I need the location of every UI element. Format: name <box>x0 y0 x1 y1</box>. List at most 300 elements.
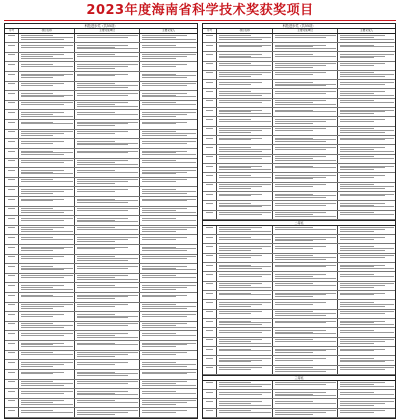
right-header-project: 项目名称 <box>217 29 273 33</box>
text-line <box>21 402 53 403</box>
text-line <box>142 47 196 48</box>
table-cell <box>19 216 75 225</box>
table-cell <box>140 408 197 417</box>
table-row <box>203 347 395 356</box>
text-line <box>77 317 128 318</box>
table-cell <box>19 283 75 292</box>
text-line <box>206 100 213 101</box>
text-line <box>21 151 53 152</box>
text-line <box>340 306 385 307</box>
text-line <box>340 158 394 159</box>
table-cell <box>5 399 19 408</box>
table-cell <box>5 370 19 379</box>
table-row <box>203 356 395 365</box>
text-line <box>77 66 128 67</box>
table-cell <box>203 399 217 407</box>
table-cell <box>19 312 75 321</box>
text-line <box>77 133 115 134</box>
text-line <box>340 358 373 359</box>
table-cell <box>338 192 395 200</box>
text-line <box>142 373 187 374</box>
text-line <box>275 84 336 85</box>
text-line <box>77 85 138 86</box>
text-line <box>275 302 326 303</box>
text-line <box>206 358 213 359</box>
text-line <box>142 83 196 84</box>
text-line <box>206 293 213 294</box>
table-cell <box>19 149 75 158</box>
text-line <box>21 35 53 36</box>
text-line <box>206 91 213 92</box>
text-line <box>206 274 213 275</box>
text-line <box>8 304 15 305</box>
text-line <box>219 72 271 73</box>
text-line <box>275 212 326 213</box>
text-line <box>219 156 271 157</box>
table-cell <box>203 173 217 181</box>
text-line <box>275 304 313 305</box>
table-row <box>203 366 395 375</box>
table-cell <box>273 366 338 374</box>
text-line <box>8 102 15 103</box>
text-line <box>219 100 271 101</box>
table-cell <box>273 347 338 355</box>
text-line <box>21 323 53 324</box>
text-line <box>8 352 15 353</box>
text-line <box>340 276 394 277</box>
text-line <box>21 114 53 115</box>
text-line <box>21 373 53 374</box>
text-line <box>275 205 326 206</box>
text-line <box>21 104 64 105</box>
text-line <box>219 386 262 387</box>
text-line <box>77 160 128 161</box>
table-cell <box>19 110 75 119</box>
text-line <box>340 229 385 230</box>
text-line <box>340 35 385 36</box>
text-line <box>21 220 64 221</box>
text-line <box>8 266 15 267</box>
text-line <box>77 112 115 113</box>
left-header-project: 项目名称 <box>19 29 75 33</box>
text-line <box>77 400 115 401</box>
text-line <box>219 56 251 57</box>
text-line <box>21 112 64 113</box>
table-cell <box>5 82 19 91</box>
table-cell <box>273 80 338 88</box>
table-cell <box>75 312 140 321</box>
table-cell <box>75 380 140 389</box>
text-line <box>219 121 271 122</box>
text-line <box>206 63 213 64</box>
table-row <box>203 155 395 164</box>
table-cell <box>338 164 395 172</box>
right-header-units: 主要完成单位 <box>273 29 338 33</box>
text-line <box>275 315 326 316</box>
text-line <box>275 48 336 49</box>
text-line <box>340 382 385 383</box>
table-cell <box>75 91 140 100</box>
text-line <box>275 104 336 105</box>
table-cell <box>203 254 217 262</box>
text-line <box>340 339 394 340</box>
text-line <box>275 37 326 38</box>
text-line <box>340 285 385 286</box>
text-line <box>8 314 15 315</box>
table-row <box>5 226 197 236</box>
table-cell <box>203 145 217 153</box>
text-line <box>340 410 385 411</box>
text-line <box>340 95 394 96</box>
text-line <box>219 39 262 40</box>
table-cell <box>203 282 217 290</box>
text-line <box>77 402 138 403</box>
text-line <box>142 181 175 182</box>
table-cell <box>338 282 395 290</box>
text-line <box>219 151 262 152</box>
table-cell <box>273 164 338 172</box>
text-line <box>340 128 373 129</box>
table-cell <box>203 164 217 172</box>
table-row <box>5 264 197 274</box>
text-line <box>77 170 115 171</box>
text-line <box>275 384 326 385</box>
text-line <box>219 57 271 58</box>
text-line <box>77 260 128 261</box>
text-line <box>21 343 64 344</box>
text-line <box>77 74 128 75</box>
table-row <box>5 82 197 92</box>
text-line <box>21 200 53 201</box>
table-row <box>203 300 395 309</box>
table-cell <box>203 356 217 364</box>
text-line <box>340 369 385 370</box>
text-line <box>219 341 251 342</box>
table-cell <box>5 303 19 312</box>
text-line <box>142 400 196 401</box>
table-row <box>5 283 197 293</box>
text-line <box>275 369 336 370</box>
text-line <box>206 203 213 204</box>
text-line <box>142 85 187 86</box>
text-line <box>219 392 271 393</box>
table-cell <box>338 366 395 374</box>
text-line <box>77 183 115 184</box>
table-cell <box>75 178 140 187</box>
text-line <box>21 179 53 180</box>
text-line <box>340 257 385 258</box>
table-cell <box>75 370 140 379</box>
text-line <box>275 45 326 46</box>
table-cell <box>140 53 197 62</box>
text-line <box>21 266 53 267</box>
table-cell <box>217 145 273 153</box>
text-line <box>219 394 262 395</box>
text-line <box>77 247 128 248</box>
text-line <box>275 158 313 159</box>
text-line <box>142 352 187 353</box>
text-line <box>340 313 385 314</box>
text-line <box>275 123 313 124</box>
table-cell <box>75 341 140 350</box>
text-line <box>219 227 262 228</box>
text-line <box>142 404 175 405</box>
text-line <box>275 54 313 55</box>
text-line <box>77 200 138 201</box>
text-line <box>340 184 373 185</box>
table-cell <box>140 370 197 379</box>
table-cell <box>203 52 217 60</box>
table-cell <box>273 381 338 389</box>
table-cell <box>5 341 19 350</box>
text-line <box>340 188 385 189</box>
text-line <box>219 184 271 185</box>
table-row <box>5 216 197 226</box>
table-row <box>5 370 197 380</box>
text-line <box>8 237 15 238</box>
text-line <box>275 229 336 230</box>
text-line <box>219 82 262 83</box>
table-cell <box>338 409 395 417</box>
text-line <box>142 191 196 192</box>
text-line <box>8 410 15 411</box>
table-cell <box>19 293 75 302</box>
table-cell <box>140 351 197 360</box>
table-subheading-label: 三等奖 <box>294 375 304 380</box>
table-cell <box>5 43 19 52</box>
text-line <box>340 119 385 120</box>
left-award-table <box>4 23 198 419</box>
text-line <box>206 311 213 312</box>
table-cell <box>203 263 217 271</box>
text-line <box>275 195 336 196</box>
text-line <box>77 314 115 315</box>
table-row <box>5 110 197 120</box>
text-line <box>219 65 271 66</box>
text-line <box>142 218 175 219</box>
text-line <box>340 113 373 114</box>
text-line <box>219 302 271 303</box>
table-cell <box>273 71 338 79</box>
table-cell <box>140 380 197 389</box>
text-line <box>8 256 15 257</box>
table-cell <box>338 272 395 280</box>
text-line <box>219 138 262 139</box>
text-line <box>21 366 53 367</box>
text-line <box>21 285 64 286</box>
text-line <box>275 259 326 260</box>
text-line <box>275 216 336 217</box>
table-cell <box>203 201 217 209</box>
table-cell <box>338 201 395 209</box>
table-cell <box>203 390 217 398</box>
table-cell <box>75 283 140 292</box>
table-cell <box>140 82 197 91</box>
text-line <box>77 241 115 242</box>
table-cell <box>140 216 197 225</box>
right-header-no: 序号 <box>203 29 217 33</box>
text-line <box>275 166 313 167</box>
table-row <box>5 139 197 149</box>
table-cell <box>217 272 273 280</box>
text-line <box>21 135 53 136</box>
table-cell <box>273 319 338 327</box>
table-cell <box>217 409 273 417</box>
text-line <box>21 275 73 276</box>
text-line <box>142 114 187 115</box>
text-line <box>206 401 213 402</box>
text-line <box>219 361 251 362</box>
table-cell <box>5 283 19 292</box>
table-cell <box>75 255 140 264</box>
text-line <box>340 149 373 150</box>
table-cell <box>5 264 19 273</box>
table-cell <box>140 34 197 43</box>
text-line <box>340 166 394 167</box>
text-line <box>206 82 213 83</box>
text-line <box>340 205 373 206</box>
text-line <box>340 203 385 204</box>
text-line <box>219 158 262 159</box>
table-cell <box>273 211 338 219</box>
text-line <box>21 391 73 392</box>
text-line <box>206 227 213 228</box>
table-cell <box>338 34 395 42</box>
text-line <box>275 255 313 256</box>
table-row <box>203 34 395 43</box>
text-line <box>77 393 115 394</box>
text-line <box>219 130 262 131</box>
table-cell <box>140 91 197 100</box>
table-cell <box>75 120 140 129</box>
table-cell <box>273 192 338 200</box>
text-line <box>142 346 175 347</box>
text-line <box>206 212 213 213</box>
table-cell <box>75 130 140 139</box>
text-line <box>21 160 73 161</box>
table-cell <box>203 43 217 51</box>
text-line <box>340 360 394 361</box>
table-cell <box>338 155 395 163</box>
text-line <box>77 375 128 376</box>
text-line <box>77 287 138 288</box>
text-line <box>206 54 213 55</box>
table-cell <box>338 89 395 97</box>
text-line <box>275 65 326 66</box>
table-cell <box>5 274 19 283</box>
text-line <box>340 76 385 77</box>
text-line <box>340 214 394 215</box>
table-cell <box>273 201 338 209</box>
table-cell <box>19 341 75 350</box>
table-cell <box>19 351 75 360</box>
text-line <box>219 349 251 350</box>
table-cell <box>19 207 75 216</box>
text-line <box>21 335 64 336</box>
table-cell <box>217 89 273 97</box>
text-line <box>206 138 213 139</box>
text-line <box>219 274 271 275</box>
text-line <box>340 102 394 103</box>
text-line <box>206 147 213 148</box>
table-row <box>203 390 395 399</box>
table-row <box>203 145 395 154</box>
text-line <box>142 210 175 211</box>
table-cell <box>5 245 19 254</box>
text-line <box>275 139 336 140</box>
text-line <box>206 349 213 350</box>
text-line <box>21 393 64 394</box>
text-line <box>21 295 53 296</box>
text-line <box>77 266 138 267</box>
text-line <box>340 246 373 247</box>
table-cell <box>273 409 338 417</box>
table-row <box>5 360 197 370</box>
text-line <box>142 250 187 251</box>
table-cell <box>75 197 140 206</box>
text-line <box>77 179 138 180</box>
text-line <box>275 186 313 187</box>
text-line <box>340 65 373 66</box>
text-line <box>340 248 394 249</box>
text-line <box>142 160 175 161</box>
text-line <box>219 212 271 213</box>
text-line <box>275 371 326 372</box>
text-line <box>275 321 336 322</box>
text-line <box>77 143 138 144</box>
text-line <box>77 279 138 280</box>
table-cell <box>217 356 273 364</box>
text-line <box>77 47 115 48</box>
text-line <box>275 367 313 368</box>
text-line <box>142 58 175 59</box>
text-line <box>340 46 394 47</box>
table-cell <box>338 80 395 88</box>
text-line <box>275 111 336 112</box>
text-line <box>340 321 385 322</box>
text-line <box>340 403 385 404</box>
text-line <box>77 414 115 415</box>
text-line <box>340 175 385 176</box>
right-award-table <box>202 23 396 419</box>
text-line <box>275 82 313 83</box>
text-line <box>340 37 373 38</box>
table-cell <box>19 303 75 312</box>
text-line <box>219 195 251 196</box>
text-line <box>21 385 64 386</box>
text-line <box>142 123 175 124</box>
table-cell <box>19 168 75 177</box>
text-line <box>219 110 262 111</box>
table-cell <box>273 34 338 42</box>
text-line <box>142 289 175 290</box>
text-line <box>340 392 373 393</box>
text-line <box>340 206 394 207</box>
text-line <box>142 343 196 344</box>
table-cell <box>273 254 338 262</box>
table-cell <box>75 351 140 360</box>
table-cell <box>5 168 19 177</box>
text-line <box>21 75 64 76</box>
text-line <box>219 102 262 103</box>
text-line <box>77 104 115 105</box>
table-row <box>5 235 197 245</box>
text-line <box>77 87 128 88</box>
table-cell <box>338 183 395 191</box>
text-line <box>21 289 73 290</box>
text-line <box>142 35 187 36</box>
table-cell <box>75 360 140 369</box>
